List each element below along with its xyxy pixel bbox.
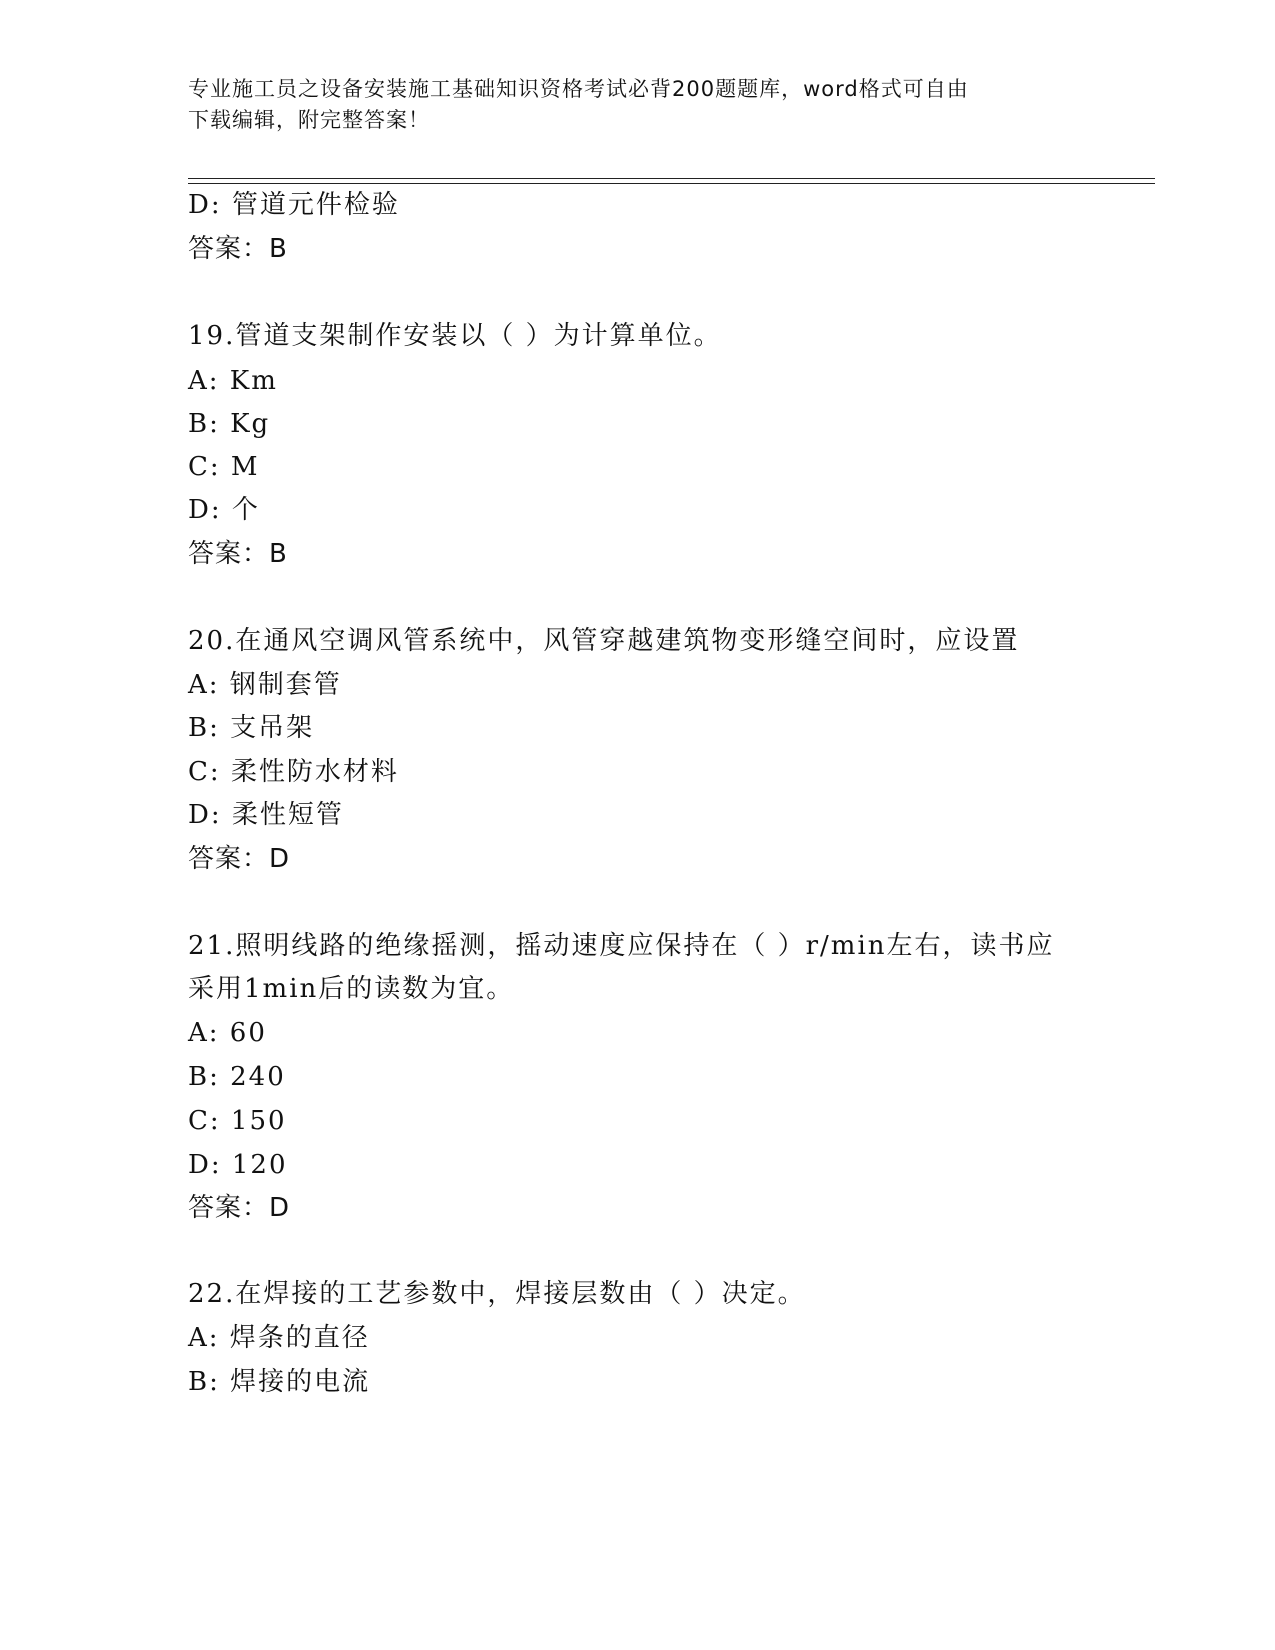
q21-option-a: A: 60 bbox=[188, 1018, 267, 1048]
q18-option-d: D: 管道元件检验 bbox=[188, 190, 400, 220]
q18-answer: 答案：B bbox=[188, 234, 288, 264]
q21-question-line-2: 采用1min后的读数为宜。 bbox=[188, 974, 515, 1004]
q20-option-d: D: 柔性短管 bbox=[188, 800, 344, 830]
q19-option-b: B: Kg bbox=[188, 409, 271, 439]
header-line-2: 下载编辑，附完整答案！ bbox=[188, 108, 430, 132]
q21-question-line-1: 21.照明线路的绝缘摇测，摇动速度应保持在（ ）r/min左右，读书应 bbox=[188, 931, 1055, 961]
q20-option-a: A: 钢制套管 bbox=[188, 670, 342, 700]
header-divider-bottom bbox=[188, 183, 1155, 184]
document-header bbox=[188, 74, 1088, 136]
q21-option-b: B: 240 bbox=[188, 1062, 286, 1092]
q19-option-d: D: 个 bbox=[188, 495, 260, 525]
q20-answer: 答案：D bbox=[188, 844, 291, 874]
q20-option-c: C: 柔性防水材料 bbox=[188, 757, 399, 787]
q19-answer: 答案：B bbox=[188, 539, 288, 569]
header-line-1: 专业施工员之设备安装施工基础知识资格考试必背200题题库，word格式可自由 bbox=[188, 77, 969, 101]
q22-question: 22.在焊接的工艺参数中，焊接层数由（ ）决定。 bbox=[188, 1279, 806, 1309]
q19-question: 19.管道支架制作安装以（ ）为计算单位。 bbox=[188, 321, 722, 351]
q21-option-c: C: 150 bbox=[188, 1106, 287, 1136]
q22-option-a: A: 焊条的直径 bbox=[188, 1323, 370, 1353]
header-divider-top bbox=[188, 178, 1155, 179]
q20-question: 20.在通风空调风管系统中，风管穿越建筑物变形缝空间时，应设置 bbox=[188, 626, 1020, 656]
q21-option-d: D: 120 bbox=[188, 1150, 288, 1180]
q21-answer: 答案：D bbox=[188, 1193, 291, 1223]
q19-option-a: A: Km bbox=[188, 366, 278, 396]
q22-option-b: B: 焊接的电流 bbox=[188, 1367, 371, 1397]
q19-option-c: C: M bbox=[188, 452, 260, 482]
q20-option-b: B: 支吊架 bbox=[188, 713, 315, 743]
